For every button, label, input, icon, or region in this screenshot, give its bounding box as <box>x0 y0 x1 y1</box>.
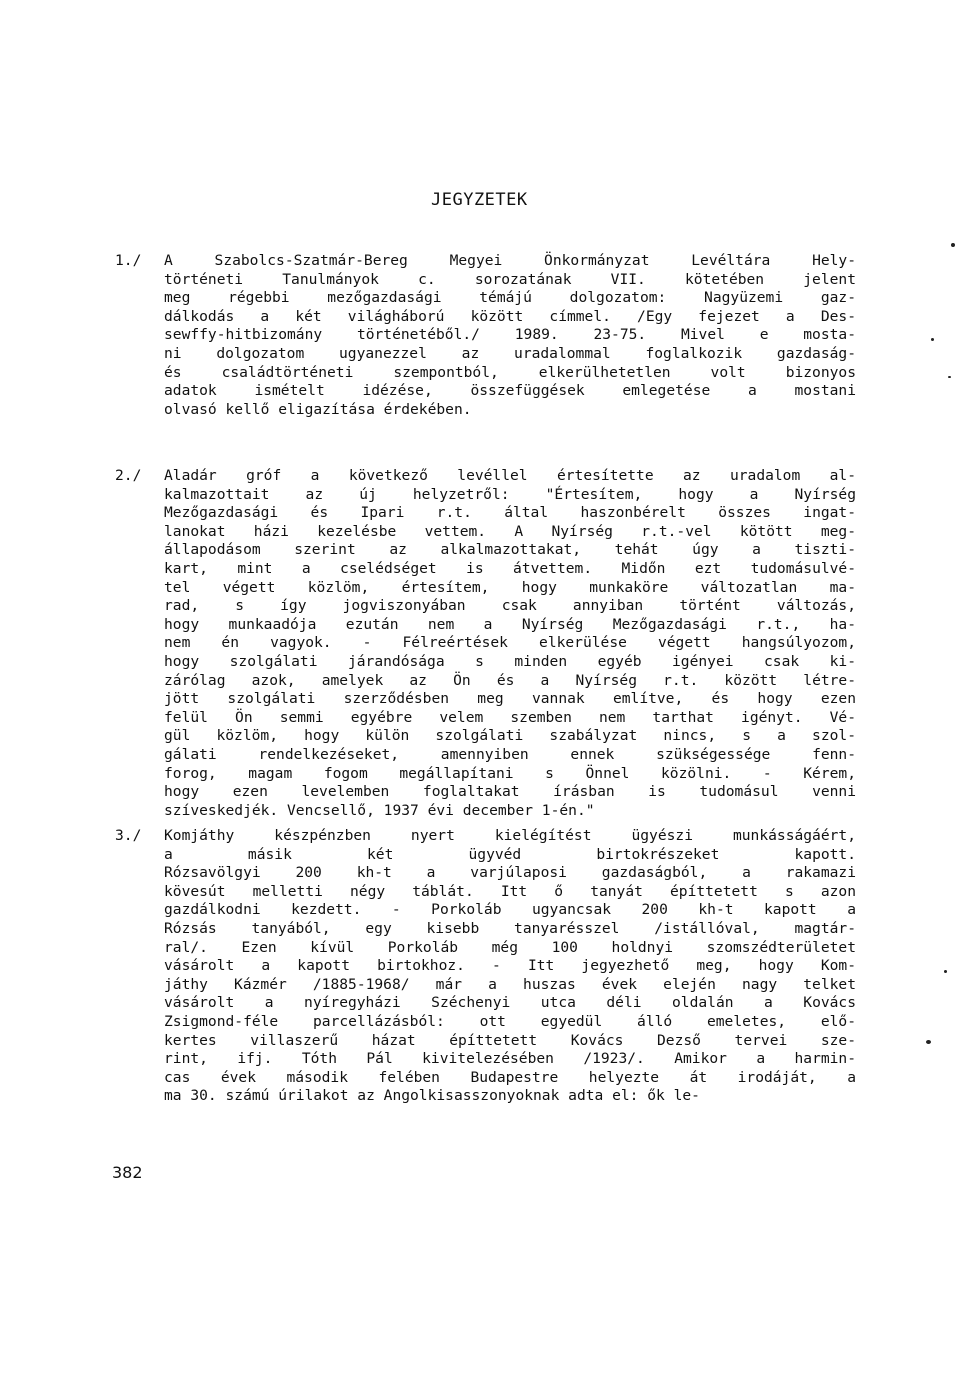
text-line: gálati rendelkezéseket, amennyiben ennek szükségessége fenn- <box>164 745 856 763</box>
text-line: vásárolt a nyíregyházi Széchenyi utca déli oldalán a Kovács <box>164 994 856 1012</box>
text-line: adatok ismételt idézése, összefüggések emlegetése a mostani <box>164 382 856 400</box>
text-line: meg régebbi mezőgazdasági témájú dolgozatom: Nagyüzemi gaz- <box>164 289 856 307</box>
scan-speck <box>931 338 934 341</box>
text-line: ral/. Ezen kívül Porkoláb még 100 holdnyi szomszédterületet <box>164 938 856 956</box>
text-line: zárólag azok, amelyek az Ön és a Nyírség r.t. között létre- <box>164 671 856 689</box>
text-line: forog, magam fogom megállapítani s Önnel közölni. - Kérem, <box>164 764 856 782</box>
page-heading: JEGYZETEK <box>431 190 528 210</box>
text-line: sewffy-hitbizomány történetéből./ 1989. 23-75. Mivel e mosta- <box>164 326 856 344</box>
text-line: hogy szolgálati járandósága s minden egyéb igényei csak ki- <box>164 652 856 670</box>
footnote-number: 3./ <box>115 827 142 844</box>
text-line: felül Ön semmi egyébre velem szemben nem tarthat igényt. Vé- <box>164 708 856 726</box>
text-line: gül közlöm, hogy külön szolgálati szabályzat nincs, s a szol- <box>164 727 856 745</box>
footnote-text <box>164 252 856 419</box>
text-line: tel végett közlöm, értesítem, hogy munkaköre változatlan ma- <box>164 578 856 596</box>
text-line: Zsigmond-féle parcellázásból: ott egyedül álló emeletes, elő- <box>164 1012 856 1030</box>
text-line: ma 30. számú úrilakot az Angolkisasszonyoknak adta el: ők le- <box>164 1087 700 1105</box>
scan-speck <box>926 1040 931 1044</box>
text-line: Komjáthy készpénzben nyert kielégítést ügyészi munkásságáért, <box>164 827 856 844</box>
scan-speck <box>944 970 947 973</box>
text-line: játhy Kázmér /1885-1968/ már a huszas évek elején nagy telket <box>164 975 856 993</box>
footnote-text <box>164 467 856 820</box>
footnote-text <box>164 827 856 1106</box>
text-line: rad, s így jogviszonyában csak annyiban történt változás, <box>164 597 856 615</box>
text-line: kart, mint a cselédséget is átvettem. Midőn ezt tudomásulvé- <box>164 559 856 577</box>
text-line: dálkodás a két világháború között címmel. /Egy fejezet a Des- <box>164 307 856 325</box>
text-line: kertes villaszerű házat építtetett Kovács Dezső tervei sze- <box>164 1031 856 1049</box>
footnote-number: 1./ <box>115 252 142 269</box>
text-line: és családtörténeti szempontból, elkerülhetetlen volt bizonyos <box>164 363 856 381</box>
text-line: Rózsavölgyi 200 kh-t a varjúlaposi gazdaságból, a rakamazi <box>164 864 856 882</box>
text-line: Rózsás tanyából, egy kisebb tanyarésszel /istállóval, magtár- <box>164 919 856 937</box>
text-line: gazdálkodni kezdett. - Porkoláb ugyancsak 200 kh-t kapott a <box>164 901 856 919</box>
text-line: Mezőgazdasági és Ipari r.t. által haszonbérelt összes ingat- <box>164 504 856 522</box>
text-line: rint, ifj. Tóth Pál kivitelezésében /1923/. Amikor a harmin- <box>164 1050 856 1068</box>
text-line: a másik két ügyvéd birtokrészeket kapott. <box>164 845 856 863</box>
text-line: hogy munkaadója ezután nem a Nyírség Mezőgazdasági r.t., ha- <box>164 615 856 633</box>
text-line: kalmazottait az új helyzetről: "Értesítem, hogy a Nyírség <box>164 485 856 503</box>
scan-speck <box>951 243 955 247</box>
text-line: kövesút melletti négy táblát. Itt ő tanyát építtetett s azon <box>164 882 856 900</box>
text-line: olvasó kellő eligazítása érdekében. <box>164 400 472 418</box>
text-line: jött szolgálati szerződésben meg vannak említve, és hogy ezen <box>164 690 856 708</box>
text-line: Aladár gróf a következő levéllel értesítette az uradalom al- <box>164 467 856 484</box>
text-line: A Szabolcs-Szatmár-Bereg Megyei Önkormányzat Levéltára Hely- <box>164 252 856 269</box>
text-line: hogy ezen levelemben foglaltakat írásban is tudomásul venni <box>164 783 856 801</box>
text-line: történeti Tanulmányok c. sorozatának VII. kötetében jelent <box>164 270 856 288</box>
footnote-number: 2./ <box>115 467 142 484</box>
text-line: nem én vagyok. - Félreértések elkerülése végett hangsúlyozom, <box>164 634 856 652</box>
scan-speck <box>948 376 951 378</box>
text-line: vásárolt a kapott birtokhoz. - Itt jegyezhető meg, hogy Kom- <box>164 957 856 975</box>
text-line: cas évek második felében Budapestre helyezte át irodáját, a <box>164 1068 856 1086</box>
text-line: állapodásom szerint az alkalmazottakat, tehát úgy a tiszti- <box>164 541 856 559</box>
text-line: szíveskedjék. Vencsellő, 1937 évi december 1-én." <box>164 801 595 819</box>
text-line: lanokat házi kezelésbe vettem. A Nyírség r.t.-vel kötött meg- <box>164 522 856 540</box>
page-number: 382 <box>112 1163 143 1182</box>
text-line: ni dolgozatom ugyanezzel az uradalommal foglalkozik gazdaság- <box>164 344 856 362</box>
